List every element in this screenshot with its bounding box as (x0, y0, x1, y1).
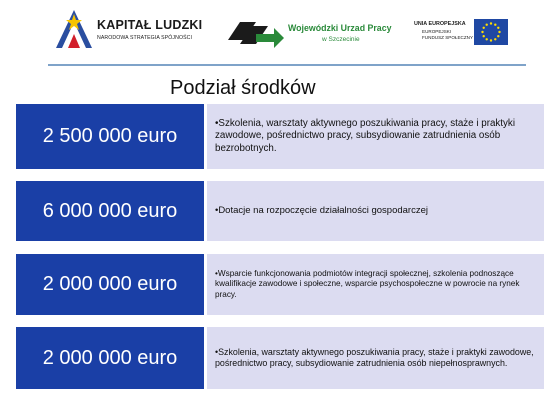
kapital-ludzki-subtitle: NARODOWA STRATEGIA SPÓJNOŚCI (97, 35, 193, 41)
eu-line3: FUNDUSZ SPOŁECZNY (422, 35, 474, 40)
funding-description-box (207, 254, 544, 315)
funding-description: •Wsparcie funkcjonowania podmiotów integracji społecznej, szkolenia podnoszące kwalifikacje zawodowe i społeczne, wsparcie psychospołeczne w powrocie na rynek pracy. (215, 268, 520, 299)
header-divider (48, 64, 526, 66)
funding-row (16, 104, 544, 169)
funding-row (16, 327, 544, 389)
wup-subtitle: w Szczecinie (322, 36, 360, 43)
funding-row (16, 254, 544, 315)
wup-title: Wojewódzki Urzad Pracy (288, 23, 392, 33)
wup-emblem-icon (226, 18, 286, 48)
wup-logo (226, 16, 406, 56)
funding-amount: 2 000 000 euro (16, 327, 204, 389)
funding-amount: 6 000 000 euro (16, 181, 204, 241)
eu-logo (408, 18, 518, 54)
funding-description: •Szkolenia, warsztaty aktywnego poszukiwania pracy, staże i praktyki zawodowe, pośrednictwo pracy, subsydiowanie zatrudnienia osób niepełnosprawnych. (215, 346, 534, 368)
header-bar (0, 0, 555, 62)
funding-description-box (207, 104, 544, 169)
kapital-ludzki-title: KAPITAŁ LUDZKI (97, 18, 203, 32)
page-title: Podział środków (170, 77, 316, 99)
funding-description-box (207, 181, 544, 241)
funding-row (16, 181, 544, 241)
funding-description: •Dotacje na rozpoczęcie działalności gospodarczej (215, 205, 428, 216)
eu-flag-icon (474, 19, 508, 45)
funding-amount: 2 000 000 euro (16, 254, 204, 315)
funding-description-box (207, 327, 544, 389)
funding-description: •Szkolenia, warsztaty aktywnego poszukiwania pracy, staże i praktyki zawodowe, pośrednictwo pracy, subsydiowanie zatrudnienia osób bezrobotnych. (215, 117, 516, 154)
eu-line2: EUROPEJSKI (422, 29, 452, 34)
eu-title: UNIA EUROPEJSKA (414, 21, 466, 27)
kapital-ludzki-emblem-icon (54, 8, 94, 50)
kapital-ludzki-logo (54, 8, 224, 54)
funding-amount: 2 500 000 euro (16, 104, 204, 169)
